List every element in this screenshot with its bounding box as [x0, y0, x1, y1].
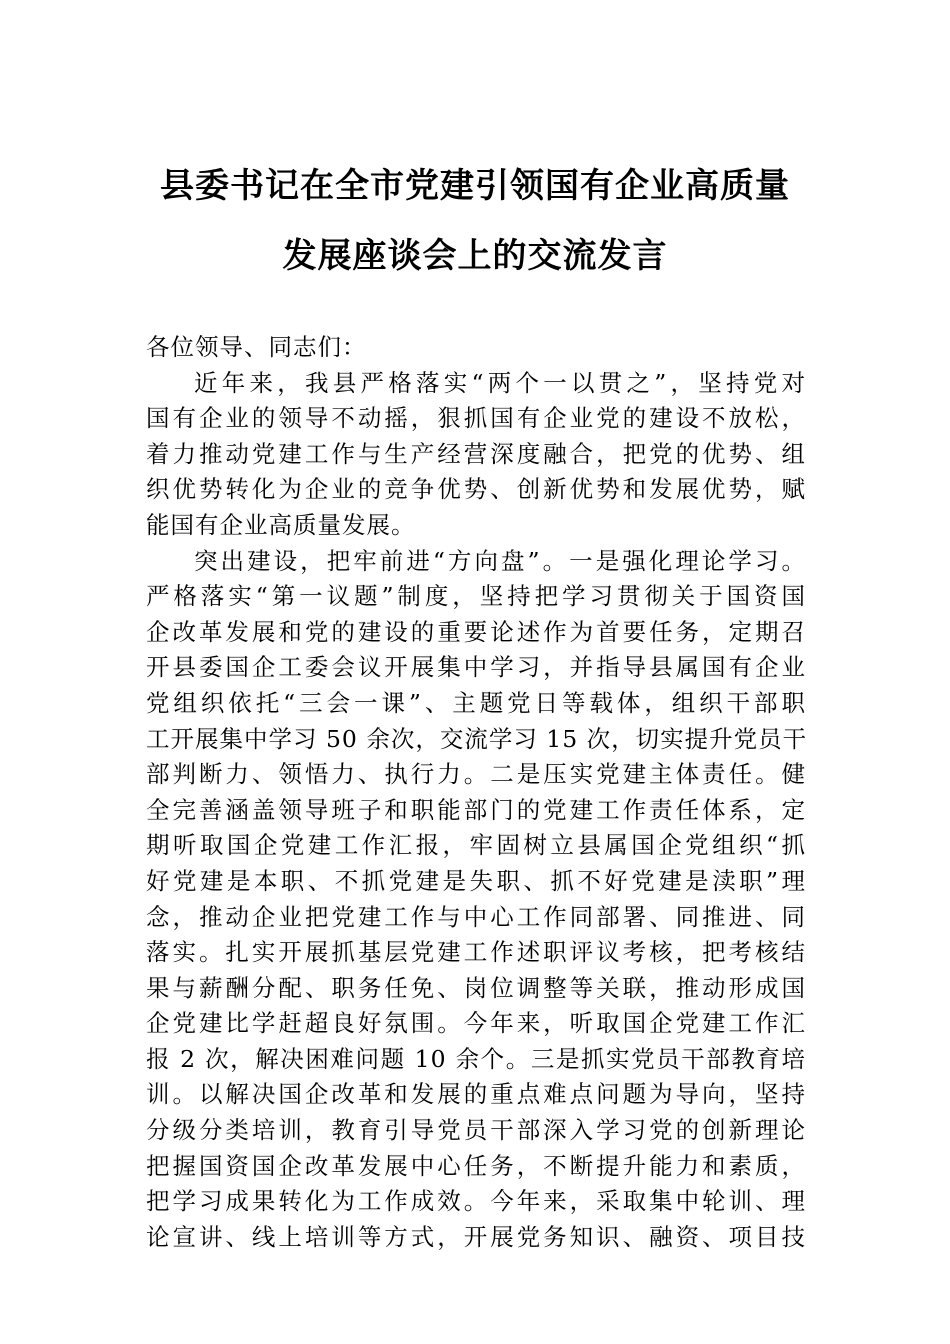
body-text-line: 全完善涵盖领导班子和职能部门的党建工作责任体系，定: [146, 795, 806, 824]
body-text-line: 开县委国企工委会议开展集中学习，并指导县属国有企业: [146, 653, 806, 682]
body-text-line: 把学习成果转化为工作成效。今年来，采取集中轮训、理: [146, 1187, 806, 1216]
body-text-line: 训。以解决国企改革和发展的重点难点问题为导向，坚持: [146, 1080, 806, 1109]
body-text-line: 报 2 次，解决困难问题 10 余个。三是抓实党员干部教育培: [146, 1044, 806, 1073]
body-text-line: 近年来，我县严格落实“两个一以贯之”，坚持党对: [194, 368, 806, 397]
body-text-line: 织优势转化为企业的竞争优势、创新优势和发展优势，赋: [146, 475, 806, 504]
body-text-line: 分级分类培训，教育引导党员干部深入学习党的创新理论: [146, 1116, 806, 1145]
body-text-line: 期听取国企党建工作汇报，牢固树立县属国企党组织“抓: [146, 831, 806, 860]
body-text-line: 党组织依托“三会一课”、主题党日等载体，组织干部职: [146, 688, 806, 717]
document-title-line-2: 发展座谈会上的交流发言: [282, 236, 668, 276]
body-text-line: 工开展集中学习 50 余次，交流学习 15 次，切实提升党员干: [146, 724, 808, 753]
body-text-line: 企党建比学赶超良好氛围。今年来，听取国企党建工作汇: [146, 1009, 806, 1038]
body-text-line: 落实。扎实开展抓基层党建工作述职评议考核，把考核结: [146, 938, 806, 967]
body-text-line: 严格落实“第一议题”制度，坚持把学习贯彻关于国资国: [146, 582, 806, 611]
body-text-line: 着力推动党建工作与生产经营深度融合，把党的优势、组: [146, 439, 806, 468]
body-text-line: 企改革发展和党的建设的重要论述作为首要任务，定期召: [146, 617, 806, 646]
body-text-line: 念，推动企业把党建工作与中心工作同部署、同推进、同: [146, 902, 806, 931]
document-body: [146, 330, 806, 1255]
body-text-line: 部判断力、领悟力、执行力。二是压实党建主体责任。健: [146, 760, 806, 789]
body-text-line: 好党建是本职、不抓党建是失职、抓不好党建是渎职”理: [146, 866, 806, 895]
body-text-line: 能国有企业高质量发展。: [146, 510, 416, 539]
body-text-line: 果与薪酬分配、职务任免、岗位调整等关联，推动形成国: [146, 973, 806, 1002]
body-text-line: 论宣讲、线上培训等方式，开展党务知识、融资、项目技: [146, 1222, 806, 1251]
body-text-line: 突出建设，把牢前进“方向盘”。一是强化理论学习。: [194, 546, 806, 575]
document-title-line-1: 县委书记在全市党建引领国有企业高质量: [160, 166, 790, 206]
salutation-line: 各位领导、同志们：: [146, 333, 367, 361]
body-text-line: 国有企业的领导不动摇，狠抓国有企业党的建设不放松，: [146, 404, 806, 433]
body-text-line: 把握国资国企改革发展中心任务，不断提升能力和素质，: [146, 1151, 806, 1180]
